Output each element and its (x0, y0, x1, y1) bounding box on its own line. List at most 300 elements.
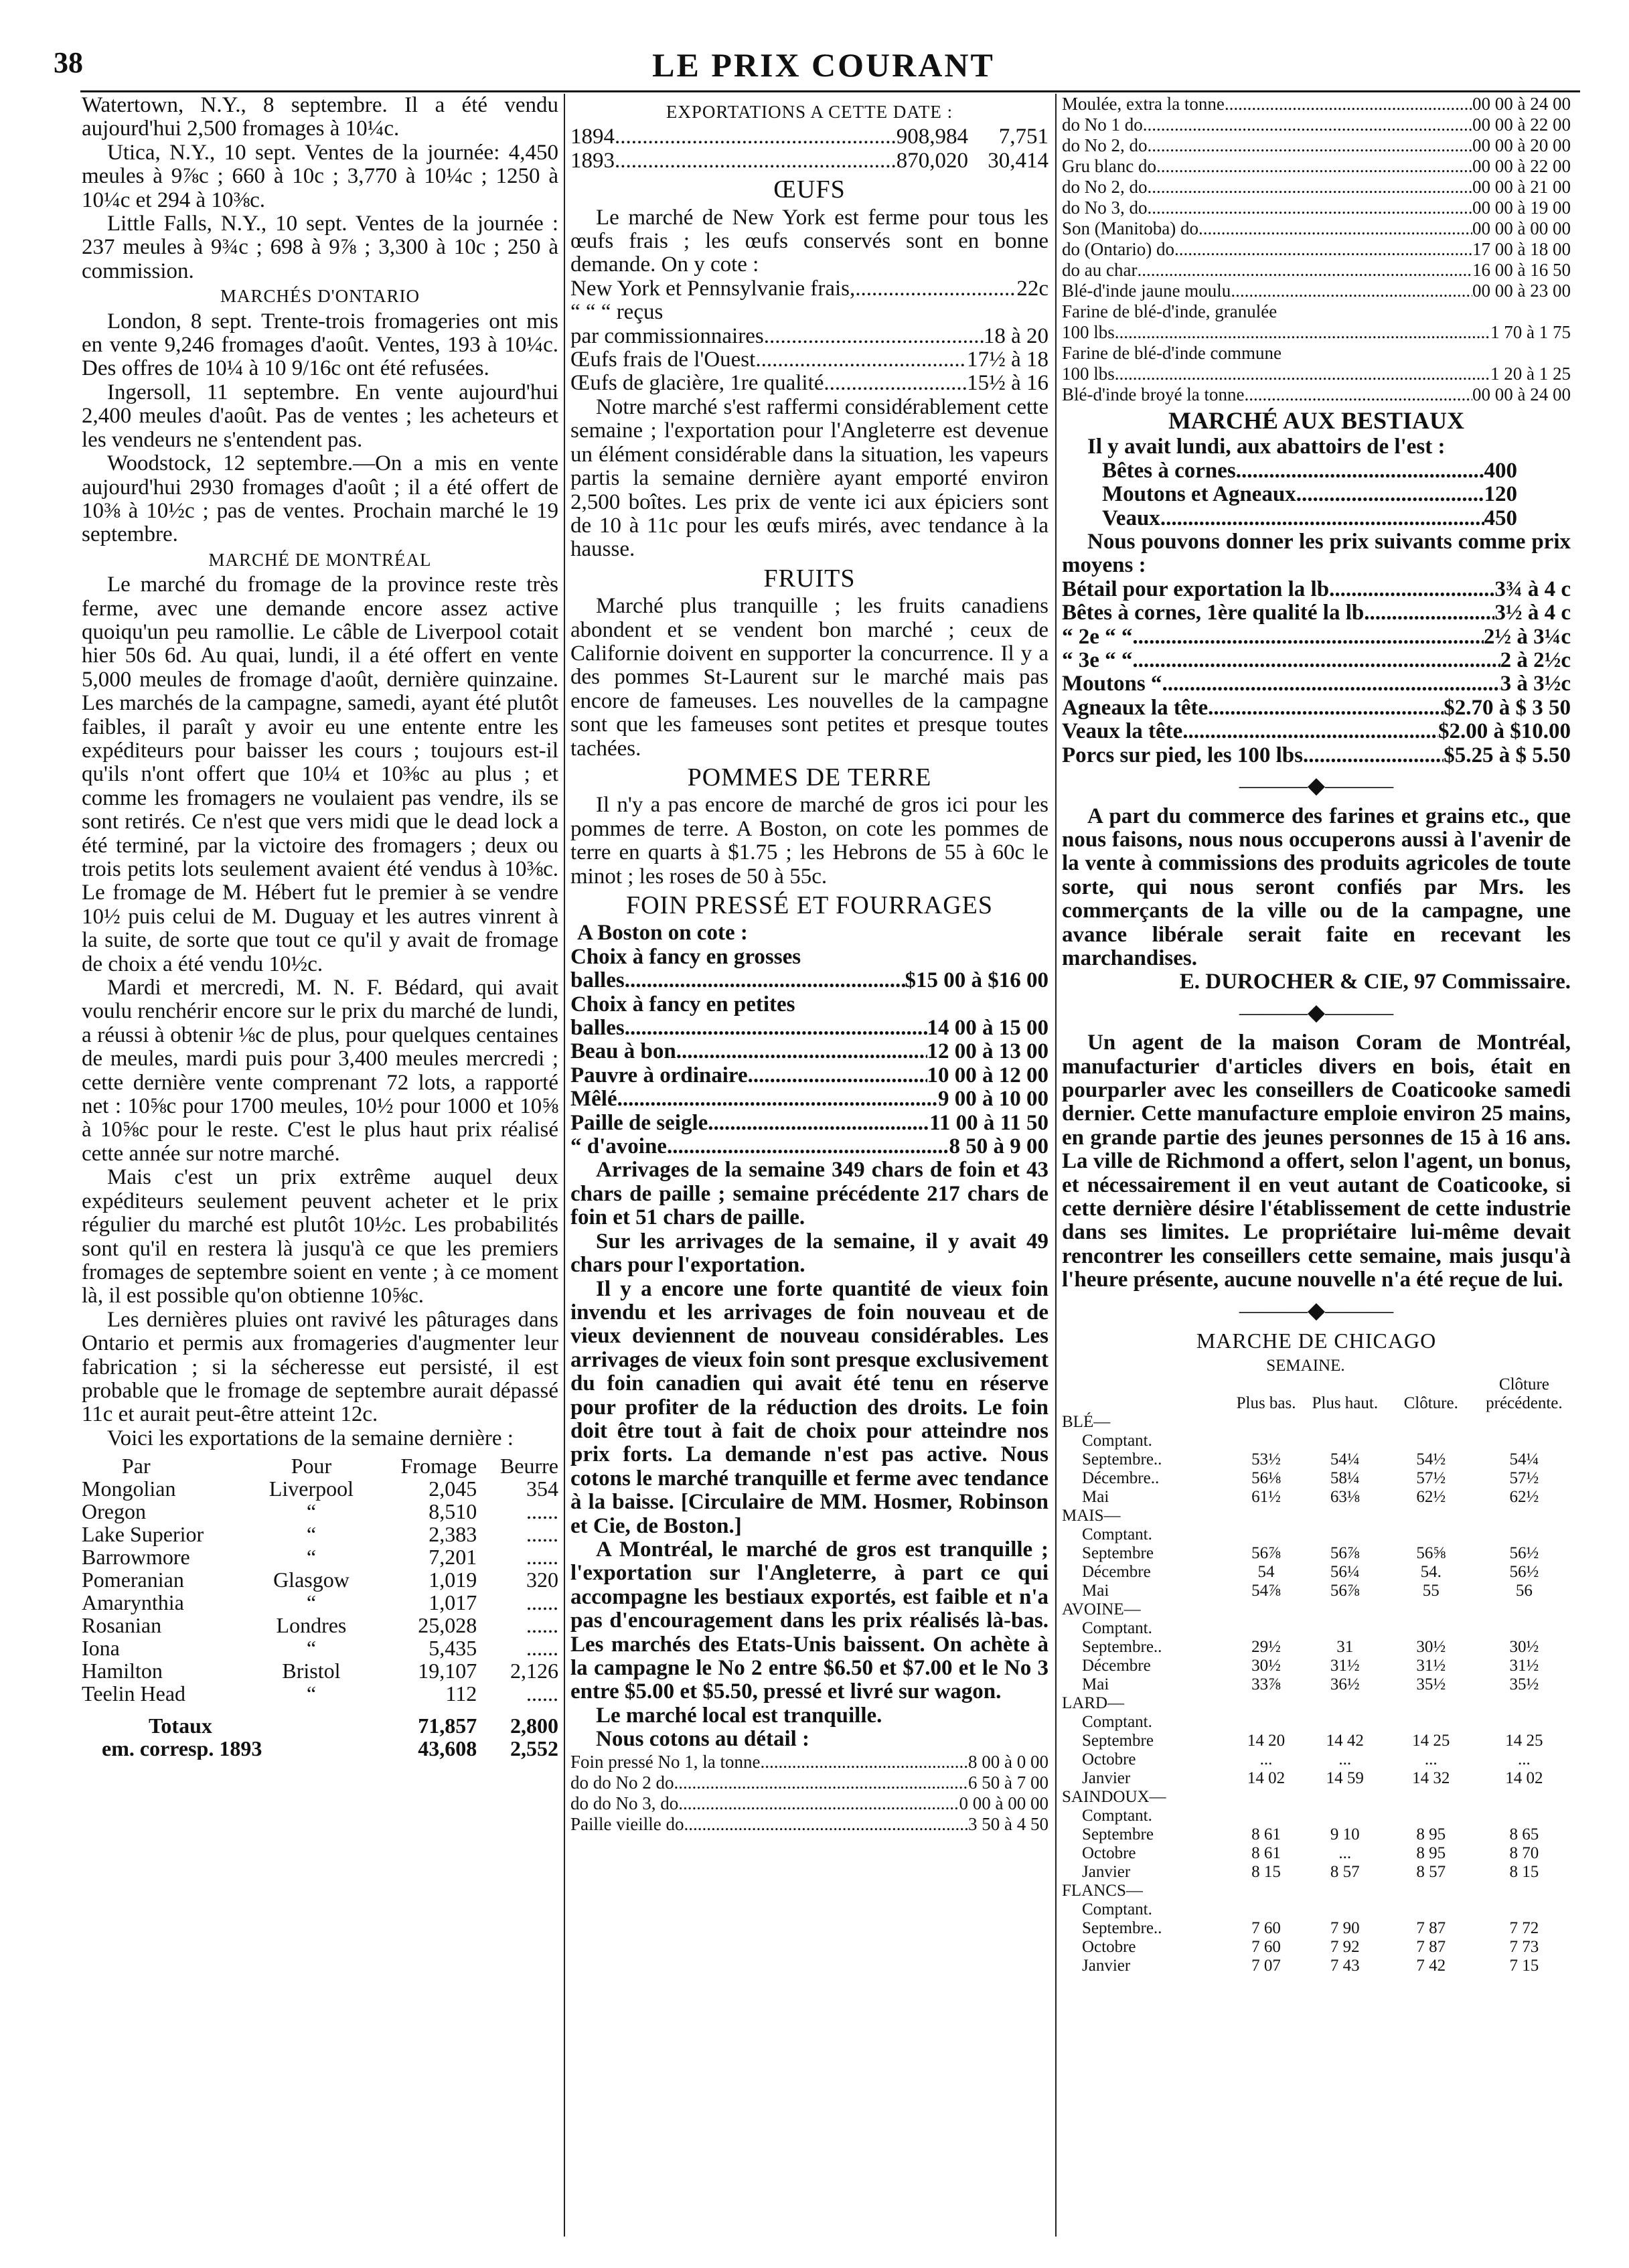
flour-row (1062, 177, 1571, 198)
flour-row-value: 00 00 à 20 00 (1472, 135, 1571, 155)
chicago-data-row (1062, 1657, 1571, 1675)
oeufs-row (570, 372, 1049, 395)
foin-row (570, 1016, 1049, 1040)
chicago-row-label: Comptant. (1082, 1619, 1152, 1638)
chicago-value: 56 (1515, 1582, 1533, 1600)
detail-row (570, 1772, 1049, 1793)
exports-row-cell: Londres (276, 1613, 347, 1638)
chicago-data-row (1062, 1582, 1571, 1600)
chicago-value: 55 (1422, 1582, 1440, 1600)
detail-row-value: 0 00 à 00 00 (959, 1793, 1049, 1813)
exports-totals-cheese: 71,857 (418, 1714, 477, 1738)
foin-row-value: 9 00 à 10 00 (938, 1087, 1049, 1112)
chicago-head-prec: Clôture précédente. (1486, 1375, 1563, 1413)
chicago-header-row-2 (1062, 1375, 1571, 1413)
chicago-value (1385, 1525, 1478, 1544)
chicago-value: 8 61 (1251, 1844, 1281, 1863)
chicago-data-row (1062, 1750, 1571, 1769)
chicago-row-label: Septembre (1082, 1732, 1154, 1750)
bestiaux-price-row-label: “ 3e “ “ (1062, 648, 1133, 673)
exports-row-cell: Pomeranian (82, 1568, 184, 1592)
flour-row-label: Farine de blé-d'inde commune (1062, 343, 1282, 363)
oeufs-row-label: “ “ “ reçus (570, 300, 664, 325)
detail-row-leader (674, 1772, 969, 1793)
exports-row (82, 1477, 558, 1500)
detail-row-label: Paille vieille do (570, 1813, 684, 1834)
foin-row-leader (617, 1087, 938, 1111)
bestiaux-price-row-value: $2.70 à $ 3 50 (1444, 695, 1571, 720)
fruits-paragraph: Marché plus tranquille ; les fruits canadiens abondent et se vendent bon marché ; ceux de Californie doivent en supporter la concurrence. Il y a des pommes St-Laurent sur le marché mais pas encore de fameuses. Les nouvelles de la campagne sont que les fameuses sont petites et presque toutes tachées. (570, 594, 1049, 761)
foin-row-leader (708, 1112, 929, 1135)
bestiaux-price-row-label: Bêtes à cornes, 1ère qualité la lb. (1062, 601, 1370, 625)
chicago-value (1306, 1525, 1385, 1544)
flour-row (1062, 301, 1571, 322)
report-london: London, 8 sept. Trente-trois fromageries ont mis en vente 9,246 fromages d'août. Ventes, 193 à 10¼c. Des offres de 10¼ à 10 9/16c ont été refusées. (82, 309, 558, 381)
exports-row (82, 1591, 558, 1614)
exports-row-cell: 5,435 (429, 1636, 477, 1661)
bestiaux-price-row-value: $2.00 à $10.00 (1438, 719, 1571, 744)
bestiaux-row-value: 120 (1484, 482, 1517, 507)
flour-row-leader (1231, 281, 1472, 301)
chicago-head-haut: Plus haut. (1312, 1394, 1379, 1413)
chicago-value: 56⅞ (1330, 1582, 1360, 1600)
flour-row-label: 100 lbs (1062, 322, 1115, 342)
foin-row-leader (667, 1135, 949, 1158)
exports-row-cell: Iona (82, 1636, 120, 1661)
chicago-group-row (1062, 1694, 1571, 1713)
chicago-row-label: Octobre (1082, 1938, 1136, 1957)
chicago-data-row (1062, 1807, 1571, 1825)
heading-fruits: FRUITS (763, 564, 856, 593)
chicago-value: 30½ (1251, 1657, 1281, 1675)
chicago-value: 54. (1420, 1563, 1442, 1582)
foin-row-value: 11 00 à 11 50 (929, 1110, 1049, 1135)
report-woodstock: Woodstock, 12 septembre.—On a mis en vente aujourd'hui 2930 fromages d'août ; il a été offert de 10⅜ à 10½c ; pas de ventes. Prochain marché le 19 septembre. (82, 451, 558, 547)
exports-corresp-label: em. corresp. 1893 (102, 1736, 262, 1760)
chicago-value: 35½ (1416, 1675, 1446, 1694)
chicago-value: ... (1259, 1750, 1273, 1769)
chicago-value (1478, 1525, 1571, 1544)
chicago-row-label: Octobre (1082, 1844, 1136, 1863)
bestiaux-price-row (1062, 696, 1571, 720)
chicago-data-row (1062, 1825, 1571, 1844)
foin-row (570, 946, 1049, 969)
exports-row (82, 1659, 558, 1682)
exports-corresp-cheese: 43,608 (418, 1736, 477, 1760)
chicago-row-label: Décembre.. (1082, 1469, 1160, 1488)
chicago-value (1478, 1619, 1571, 1638)
chicago-value: 7 60 (1251, 1919, 1281, 1938)
chicago-value: 7 90 (1330, 1919, 1360, 1938)
bestiaux-row (1102, 459, 1517, 483)
oeufs-price-list (570, 277, 1049, 396)
chicago-group-name: AVOINE— (1062, 1600, 1141, 1619)
foin-row-value: 10 00 à 12 00 (927, 1063, 1049, 1087)
chicago-value: 56⅞ (1330, 1544, 1360, 1563)
foin-row-value: 8 50 à 9 00 (949, 1134, 1049, 1159)
chicago-row-label: Septembre.. (1082, 1919, 1162, 1938)
ornament-divider: ———◆——— (1239, 1000, 1394, 1025)
flour-row-label: do No 3, do (1062, 198, 1148, 218)
bestiaux-price-row-leader (1334, 578, 1494, 601)
detail-row-label: do do No 3, do (570, 1793, 679, 1813)
exports-row-cell: ...... (526, 1636, 558, 1661)
flour-row-label: do au char (1062, 260, 1138, 280)
flour-row-value: 00 00 à 21 00 (1472, 177, 1571, 197)
chicago-row-label: Janvier (1082, 1863, 1131, 1882)
exports-row-cell: 1,019 (429, 1568, 477, 1592)
detail-row-label: Foin pressé No 1, la tonne (570, 1751, 761, 1772)
exports-row-cell: ...... (526, 1590, 558, 1615)
chicago-value: 31 (1336, 1638, 1354, 1657)
chicago-value: 7 60 (1251, 1938, 1281, 1957)
chicago-value (1385, 1713, 1478, 1732)
foin-row (570, 969, 1049, 992)
chicago-value: 14 02 (1247, 1769, 1286, 1788)
exports-row (82, 1637, 558, 1659)
flour-row-value: 17 00 à 18 00 (1472, 239, 1571, 259)
col-head-dest: Pour (291, 1454, 332, 1479)
foin-paragraph-2: Sur les arrivages de la semaine, il y avait 49 chars pour l'exportation. (570, 1229, 1049, 1278)
bestiaux-price-row-value: 3½ à 4 c (1494, 601, 1571, 625)
oeufs-row (570, 277, 1049, 301)
chicago-value: 7 43 (1330, 1957, 1360, 1975)
flour-row-label: Moulée, extra la tonne (1062, 94, 1225, 114)
detail-row (570, 1814, 1049, 1835)
oeufs-row-leader (855, 277, 1016, 301)
exports-cheese-total: 908,984 (896, 125, 968, 149)
chicago-value (1227, 1713, 1306, 1732)
heading-montreal: MARCHÉ DE MONTRÉAL (208, 549, 432, 570)
chicago-value: 31½ (1416, 1657, 1446, 1675)
chicago-row-label: Septembre.. (1082, 1638, 1162, 1657)
foin-price-list (570, 946, 1049, 1159)
chicago-value (1478, 1432, 1571, 1450)
chicago-value: 30½ (1416, 1638, 1446, 1657)
chicago-data-row (1062, 1450, 1571, 1469)
chicago-value: 8 95 (1416, 1844, 1446, 1863)
chicago-value: 62½ (1509, 1488, 1539, 1507)
bestiaux-price-row-value: 3¾ à 4 c (1494, 577, 1571, 601)
exports-row-cell: Liverpool (268, 1477, 354, 1501)
chicago-data-row (1062, 1938, 1571, 1957)
chicago-value: 36½ (1330, 1675, 1360, 1694)
bestiaux-price-row-label: Agneaux la tête (1062, 695, 1209, 720)
column-1 (82, 94, 558, 1760)
detail-row-value: 6 50 à 7 00 (968, 1772, 1049, 1793)
foin-row-label: Choix à fancy en petites (570, 992, 795, 1016)
flour-row-leader (1174, 239, 1472, 260)
flour-row-value: 00 00 à 22 00 (1472, 156, 1571, 176)
chicago-value: 33⅞ (1251, 1675, 1281, 1694)
chicago-row-label: Décembre (1082, 1657, 1151, 1675)
exports-totals-row (82, 1705, 558, 1737)
chicago-value: 62½ (1416, 1488, 1446, 1507)
flour-row-value: 00 00 à 23 00 (1472, 281, 1571, 301)
pommes-paragraph: Il n'y a pas encore de marché de gros ici pour les pommes de terre. A Boston, on cote les pommes de terre en quarts à $1.75 ; les Hebrons de 55 à 60c le minot ; les roses de 50 à 55c. (570, 793, 1049, 889)
foin-row (570, 1135, 1049, 1158)
chicago-value: 14 25 (1505, 1732, 1543, 1750)
chicago-value: 8 57 (1416, 1863, 1446, 1882)
chicago-value: 7 92 (1330, 1938, 1360, 1957)
chicago-value (1385, 1619, 1478, 1638)
chicago-value (1478, 1807, 1571, 1825)
foin-row-leader (676, 1040, 927, 1063)
foin-row-label: Mêlé (570, 1087, 617, 1112)
chicago-value (1306, 1900, 1385, 1919)
bestiaux-row-label: Veaux (1102, 506, 1160, 530)
chicago-value (1306, 1713, 1385, 1732)
exports-table (82, 1454, 558, 1760)
chicago-value: 54⅞ (1251, 1582, 1281, 1600)
chicago-data-row (1062, 1525, 1571, 1544)
exports-row-cell: Hamilton (82, 1659, 163, 1683)
flour-row-value: 00 00 à 00 00 (1472, 218, 1571, 238)
detail-row-leader (678, 1793, 959, 1814)
bestiaux-row-leader (1236, 459, 1484, 483)
exports-row-cell: Glasgow (273, 1568, 350, 1592)
bestiaux-price-row-label: Moutons “ (1062, 672, 1162, 696)
oeufs-paragraph-1: Le marché de New York est ferme pour tous les œufs frais ; les œufs conservés sont en bonne demande. On y cote : (570, 205, 1049, 277)
flour-row-value: 1 20 à 1 25 (1490, 364, 1571, 384)
chicago-data-row (1062, 1732, 1571, 1750)
chicago-group-row (1062, 1413, 1571, 1432)
bestiaux-intro: Il y avait lundi, aux abattoirs de l'est : (1087, 435, 1446, 459)
chicago-value: 35½ (1509, 1675, 1539, 1694)
chicago-data-row (1062, 1769, 1571, 1788)
flour-row (1062, 156, 1571, 177)
column-divider (1055, 94, 1057, 2237)
flour-row (1062, 115, 1571, 135)
flour-row-value: 00 00 à 24 00 (1472, 384, 1571, 404)
exports-row-cell: 7,201 (429, 1545, 477, 1570)
bestiaux-row (1102, 507, 1517, 530)
chicago-value: 14 32 (1412, 1769, 1450, 1788)
exports-row (82, 1568, 558, 1591)
exports-row-cell: Rosanian (82, 1613, 162, 1638)
foin-row-label: balles (570, 968, 625, 993)
chicago-value: 31½ (1330, 1657, 1360, 1675)
chicago-data-row (1062, 1488, 1571, 1507)
chicago-value: ... (1338, 1750, 1352, 1769)
bestiaux-row-leader (1296, 483, 1484, 506)
chicago-value (1227, 1619, 1306, 1638)
exports-row-cell: ...... (526, 1522, 558, 1547)
foin-row (570, 1112, 1049, 1135)
ornament-divider: ———◆——— (1239, 1298, 1394, 1323)
bestiaux-row-value: 450 (1484, 506, 1517, 530)
flour-row-leader (1143, 115, 1472, 135)
exports-row (82, 1545, 558, 1568)
extreme-price-paragraph: Mais c'est un prix extrême auquel deux expéditeurs seulement peuvent acheter et le prix régulier du marché est plutôt 10½c. Les probabilités sont qu'il en restera là jusqu'à ce que les premiers fromages de septembre soient en vente ; à ce moment là, il est possible qu'on obtienne 10⅝c. (82, 1165, 558, 1308)
boston-label: A Boston on cote : (577, 921, 748, 946)
exports-row-cell: Lake Superior (82, 1522, 204, 1547)
flour-row-leader (1115, 322, 1490, 343)
montreal-paragraph: Le marché du fromage de la province reste très ferme, avec une demande encore assez active quoiqu'un peu ramollie. Le câble de Liverpool cotait hier 50s 6d. Au quai, lundi, il a été offert en vente 5,000 meules de fromage d'août, dernière quinzaine. Les marchés de la campagne, samedi, ayant été plutôt faibles, il paraît y avoir eu une entente entre les expéditeurs pour baisser les cours ; toujours est-il qu'ils n'ont offert que 10¼ et 10⅜c au plus ; et comme les fromagers ne voulaient pas vendre, ils se sont retirés. Ce n'est que vers midi que le dead lock a été terminé, par la victoire des fromagers ; deux ou trois petits lots seulement avaient été vendus à 10⅜c. Le fromage de M. Hébert fut le premier à se vendre 10½ puis celui de M. Duguay et les autres vinrent à la suite, de sorte que tout ce qu'il y avait de fromage de choix a été vendu 10½c. (82, 573, 558, 976)
oeufs-row (570, 348, 1049, 372)
chicago-value: 53½ (1251, 1450, 1281, 1469)
exports-butter-total: 30,414 (988, 148, 1049, 173)
bestiaux-price-row-label: Bétail pour exportation la lb. (1062, 577, 1335, 601)
foin-row-label: Choix à fancy en grosses (570, 944, 801, 969)
chicago-row-label: Septembre (1082, 1825, 1154, 1844)
flour-row-label: Gru blanc do (1062, 156, 1156, 176)
oeufs-row-value: 18 à 20 (983, 323, 1049, 348)
chicago-group-name: BLÉ— (1062, 1413, 1111, 1432)
chicago-value: 57½ (1509, 1469, 1539, 1488)
foin-row-label: balles (570, 1016, 625, 1041)
chicago-data-row (1062, 1713, 1571, 1732)
exports-row (82, 1523, 558, 1545)
oeufs-row-value: 17½ à 18 (967, 348, 1049, 372)
flour-row-value: 16 00 à 16 50 (1472, 260, 1571, 280)
chicago-row-label: Comptant. (1082, 1807, 1152, 1825)
exports-row-cell: 354 (526, 1477, 558, 1501)
foin-row (570, 1087, 1049, 1111)
exports-row-cell: 2,383 (429, 1522, 477, 1547)
detail-price-list (570, 1752, 1049, 1835)
bestiaux-row (1102, 483, 1517, 506)
flour-row-value: 1 70 à 1 75 (1490, 322, 1571, 342)
chicago-value (1306, 1619, 1385, 1638)
chicago-value: 54 (1257, 1563, 1275, 1582)
oeufs-row-label: Œufs de glacière, 1re qualité (570, 371, 824, 396)
chicago-value: 14 25 (1412, 1732, 1450, 1750)
exports-row-cell: Amarynthia (82, 1590, 184, 1615)
bestiaux-price-row-leader (1208, 696, 1444, 720)
exports-row (82, 1614, 558, 1637)
exports-row-cell: ...... (526, 1499, 558, 1524)
header-rule (80, 90, 1580, 92)
chicago-data-row (1062, 1619, 1571, 1638)
bestiaux-row-leader (1160, 507, 1484, 530)
bestiaux-price-row-value: 3 à 3½c (1500, 672, 1571, 696)
chicago-row-label: Mai (1082, 1488, 1109, 1507)
oeufs-row-leader (755, 348, 967, 372)
chicago-data-row (1062, 1844, 1571, 1863)
flour-row (1062, 281, 1571, 301)
bedard-paragraph: Mardi et mercredi, M. N. F. Bédard, qui avait voulu renchérir encore sur le prix du marché de lundi, a réussi à obtenir ⅛c de plus, pour quelques centaines de meules, mardi puis pour 3,400 meules mercredi ; cette dernière vente comprenant 72 lots, a rapporté net : 10⅝c pour 1700 meules, 10½ pour 1000 et 10⅝ à 10⅝c pour le reste. C'est le plus haut prix réalisé cette année sur notre marché. (82, 976, 558, 1166)
flour-row-value: 00 00 à 24 00 (1472, 94, 1571, 114)
exports-to-date-list (570, 125, 1049, 173)
chicago-table (1062, 1357, 1571, 1975)
foin-paragraph-6: Nous cotons au détail : (596, 1727, 810, 1752)
chicago-value: 14 20 (1247, 1732, 1286, 1750)
chicago-value (1478, 1713, 1571, 1732)
foin-paragraph-4: A Montréal, le marché de gros est tranquille ; l'exportation sur l'Angleterre, à part ce qui accompagne les bestiaux exportés, est faible et n'a pas d'encouragement dans les prix réalisés là-bas. Les marchés des Etats-Unis baissent. On achète à la campagne le No 2 entre $6.50 et $7.00 et le No 3 entre $5.00 et $5.50, pressé et livré sur wagon. (570, 1537, 1049, 1704)
exports-row-cell: 112 (445, 1681, 477, 1706)
chicago-value: 8 15 (1251, 1863, 1281, 1882)
chicago-value: 63⅛ (1330, 1488, 1360, 1507)
exports-row-cell: Oregon (82, 1499, 146, 1524)
chicago-value: 8 65 (1509, 1825, 1539, 1844)
exports-row-cell: “ (306, 1636, 317, 1661)
foin-paragraph-5: Le marché local est tranquille. (596, 1703, 882, 1728)
chicago-value: 54¼ (1509, 1450, 1539, 1469)
bestiaux-price-row-leader (1308, 744, 1444, 767)
chicago-value: 8 95 (1416, 1825, 1446, 1844)
chicago-group-name: SAINDOUX— (1062, 1788, 1166, 1807)
flour-row-value: 00 00 à 19 00 (1472, 198, 1571, 218)
oeufs-row (570, 325, 1049, 348)
chicago-value: 56⅛ (1251, 1469, 1281, 1488)
chicago-row-label: Janvier (1082, 1957, 1131, 1975)
chicago-head-cloture: Clôture. (1403, 1394, 1458, 1413)
page-number: 38 (54, 46, 83, 79)
chicago-group-row (1062, 1507, 1571, 1525)
bestiaux-price-row-label: Porcs sur pied, les 100 lbs. (1062, 743, 1309, 767)
exports-row-cell: ...... (526, 1613, 558, 1638)
chicago-value (1306, 1432, 1385, 1450)
exports-row-cell: 8,510 (429, 1499, 477, 1524)
bestiaux-price-row (1062, 720, 1571, 743)
exports-to-date-row (570, 149, 1049, 173)
exports-cheese-total: 870,020 (896, 148, 968, 173)
exports-table-header (82, 1454, 558, 1477)
bestiaux-row-value: 400 (1484, 458, 1517, 483)
exports-row-cell: 2,045 (429, 1477, 477, 1501)
foin-row-label: Paille de seigle (570, 1110, 708, 1135)
chicago-group-row (1062, 1882, 1571, 1900)
chicago-head-semaine: SEMAINE. (1266, 1357, 1345, 1375)
chicago-value: 31½ (1509, 1657, 1539, 1675)
chicago-row-label: Mai (1082, 1675, 1109, 1694)
chicago-row-label: Comptant. (1082, 1432, 1152, 1450)
chicago-row-label: Comptant. (1082, 1713, 1152, 1732)
chicago-value (1306, 1807, 1385, 1825)
chicago-group-name: LARD— (1062, 1694, 1125, 1713)
bestiaux-price-row-leader (1182, 720, 1438, 743)
ornament-divider: ———◆——— (1239, 773, 1394, 799)
bestiaux-price-row-value: 2½ à 3¼c (1483, 624, 1571, 649)
detail-row (570, 1752, 1049, 1772)
chicago-data-row (1062, 1544, 1571, 1563)
chicago-data-row (1062, 1919, 1571, 1938)
bestiaux-price-row (1062, 649, 1571, 672)
chicago-value: 56¼ (1330, 1563, 1360, 1582)
exports-row-cell: Barrowmore (82, 1545, 190, 1570)
chicago-value: 54¼ (1330, 1450, 1360, 1469)
flour-row-leader (1137, 260, 1472, 281)
exports-row-cell: ...... (526, 1545, 558, 1570)
exports-leader (615, 149, 897, 173)
bestiaux-row-label: Moutons et Agneaux (1102, 482, 1296, 507)
oeufs-row-leader (824, 372, 967, 395)
flour-row (1062, 218, 1571, 239)
foin-paragraph-1: Arrivages de la semaine 349 chars de foin et 43 chars de paille ; semaine précédente 217 chars de foin et 51 chars de paille. (570, 1158, 1049, 1230)
agent-paragraph: Un agent de la maison Coram de Montréal, manufacturier d'articles divers en bois, était en pourparler avec les conseillers de Coaticooke samedi dernier. Cette manufacture emploie environ 25 mains, en grande partie des jeunes personnes de 15 à 16 ans. La ville de Richmond a offert, selon l'agent, un bonus, et nécessairement il en veut autant de Coaticooke, si cette dernière désire l'établissement de cette industrie dans ses limites. Le propriétaire lui-même devait rencontrer les conseillers cette semaine, mais jusqu'à l'heure présente, aucune nouvelle n'a été reçue de lui. (1062, 1031, 1571, 1292)
flour-row-leader (1148, 135, 1473, 156)
detail-row (570, 1793, 1049, 1814)
col-head-ship: Par (122, 1454, 151, 1479)
flour-row-leader (1115, 364, 1490, 384)
chicago-value (1227, 1432, 1306, 1450)
exports-row-cell: 1,017 (429, 1590, 477, 1615)
chicago-row-label: Mai (1082, 1582, 1109, 1600)
chicago-value (1385, 1900, 1478, 1919)
chicago-row-label: Septembre (1082, 1544, 1154, 1563)
flour-row-label: Farine de blé-d'inde, granulée (1062, 301, 1277, 321)
flour-row-leader (1198, 218, 1472, 239)
oeufs-row-value: 22c (1016, 276, 1049, 301)
bestiaux-paragraph: Nous pouvons donner les prix suivants comme prix moyens : (1062, 530, 1571, 578)
flour-row-label: Son (Manitoba) do (1062, 218, 1198, 238)
bestiaux-price-row-leader (1132, 649, 1500, 672)
exports-row-cell: ...... (526, 1681, 558, 1706)
col-head-cheese: Fromage (400, 1454, 477, 1479)
chicago-value (1478, 1900, 1571, 1919)
chicago-row-label: Comptant. (1082, 1525, 1152, 1544)
